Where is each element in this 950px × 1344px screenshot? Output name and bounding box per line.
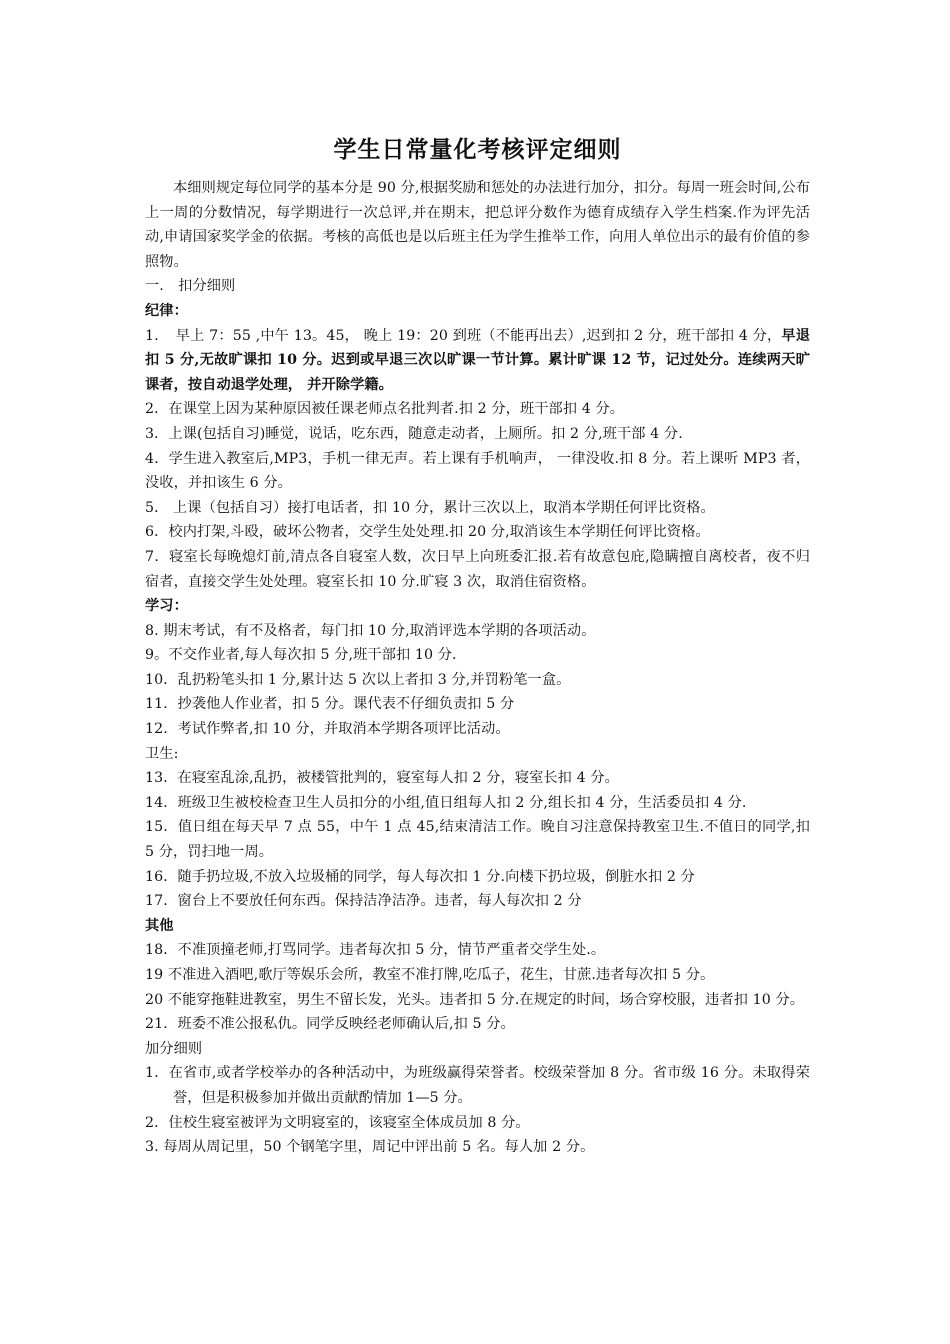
rule-item: 2．在课堂上因为某种原因被任课老师点名批判者.扣 2 分，班干部扣 4 分。: [145, 401, 625, 418]
rule-item: 14．班级卫生被校检查卫生人员扣分的小组,值日组每人扣 2 分,组长扣 4 分，生活委员扣 4 分.: [145, 794, 747, 811]
heading-other: 其他: [145, 917, 174, 934]
heading-hygiene: 卫生:: [145, 745, 179, 762]
rule-item-normal: 1． 早上 7：55 ,中午 13。45， 晚上 19：20 到班（不能再出去）,迟到扣 2 分，班干部扣 4 分，: [145, 327, 782, 344]
section-heading-deductions: 一. 扣分细则: [145, 278, 236, 295]
bonus-item: 1．在省市,或者学校举办的各种活动中，为班级赢得荣誉者。校级荣誉加 8 分。省市级 16 分。未取得荣誉，但是积极参加并做出贡献酌情加 1—5 分。: [145, 1065, 810, 1106]
rule-item: 9。不交作业者,每人每次扣 5 分,班干部扣 10 分.: [145, 647, 457, 664]
rule-item: 3．上课(包括自习)睡觉，说话，吃东西，随意走动者，上厕所。扣 2 分,班干部 4 分.: [145, 425, 683, 442]
rule-item: 18．不准顶撞老师,打骂同学。违者每次扣 5 分，情节严重者交学生处.。: [145, 942, 606, 959]
bonus-item: 3. 每周从周记里，50 个钢笔字里，周记中评出前 5 名。每人加 2 分。: [145, 1139, 595, 1156]
rule-item: 21．班委不准公报私仇。同学反映经老师确认后,扣 5 分。: [145, 1016, 515, 1033]
rule-item: 19 不准进入酒吧,歌厅等娱乐会所，教室不准打牌,吃瓜子，花生，甘蔗.违者每次扣 5 分。: [145, 967, 715, 983]
rule-item: [145, 324, 810, 398]
rule-item: 20 不能穿拖鞋进教室，男生不留长发，光头。违者扣 5 分.在规定的时间，场合穿校服，违者扣 10 分。: [145, 991, 805, 1008]
document-title: 学生日常量化考核评定细则: [333, 137, 622, 163]
heading-discipline: 纪律：: [145, 302, 188, 319]
rule-item: 6．校内打架,斗殴，破坏公物者，交学生处处理.扣 20 分,取消该生本学期任何评比资格。: [145, 524, 710, 541]
rule-item: 13．在寝室乱涂,乱扔，被楼管批判的，寝室每人扣 2 分，寝室长扣 4 分。: [145, 770, 619, 787]
rule-item-bold: 早退扣 5 分,无故旷课扣 10 分。迟到或早退三次以旷课一节计算。累计旷课 12 节，记过处分。连续两天旷课者，按自动退学处理， 并开除学籍。: [145, 327, 810, 393]
rule-item: 5． 上课（包括自习）接打电话者，扣 10 分，累计三次以上，取消本学期任何评比资格。: [145, 499, 715, 516]
rule-item: 12．考试作弊者,扣 10 分，并取消本学期各项评比活动。: [145, 721, 510, 738]
heading-bonus: 加分细则: [145, 1040, 203, 1057]
rule-item: 11．抄袭他人作业者，扣 5 分。课代表不仔细负责扣 5 分: [145, 696, 515, 713]
rule-item: 4．学生进入教室后,MP3，手机一律无声。若上课有手机响声， 一律没收.扣 8 分。若上课听 MP3 者，没收，并扣该生 6 分。: [145, 450, 810, 492]
rule-item: 17．窗台上不要放任何东西。保持洁净洁净。违者，每人每次扣 2 分: [145, 893, 582, 910]
intro-paragraph: 本细则规定每位同学的基本分是 90 分,根据奖励和惩处的办法进行加分，扣分。每周一班会时间,公布上一周的分数情况，每学期进行一次总评,并在期末，把总评分数作为德育成绩存入学生档案.作为评先活动,申请国家奖学金的依据。考核的高低也是以后班主任为学生推举工作，向用人单位出示的最有价值的参照物。: [145, 180, 810, 270]
document-page: [145, 128, 810, 1160]
rule-item: 10．乱扔粉笔头扣 1 分,累计达 5 次以上者扣 3 分,并罚粉笔一盒。: [145, 671, 571, 688]
heading-study: 学习：: [145, 598, 188, 615]
rule-item: 15．值日组在每天早 7 点 55，中午 1 点 45,结束清洁工作。晚自习注意保持教室卫生.不值日的同学,扣 5 分，罚扫地一周。: [145, 819, 810, 861]
rule-item: 7．寝室长每晚熄灯前,清点各自寝室人数，次日早上向班委汇报.若有故意包庇,隐瞒擅自离校者，夜不归宿者，直接交学生处处理。寝室长扣 10 分.旷寝 3 次，取消住宿资格。: [145, 548, 810, 590]
rule-item: 16．随手扔垃圾,不放入垃圾桶的同学，每人每次扣 1 分.向楼下扔垃圾，倒脏水扣 2 分: [145, 868, 695, 885]
rule-item: 8. 期末考试，有不及格者，每门扣 10 分,取消评选本学期的各项活动。: [145, 622, 596, 639]
bonus-item: 2．住校生寝室被评为文明寝室的，该寝室全体成员加 8 分。: [145, 1114, 530, 1131]
